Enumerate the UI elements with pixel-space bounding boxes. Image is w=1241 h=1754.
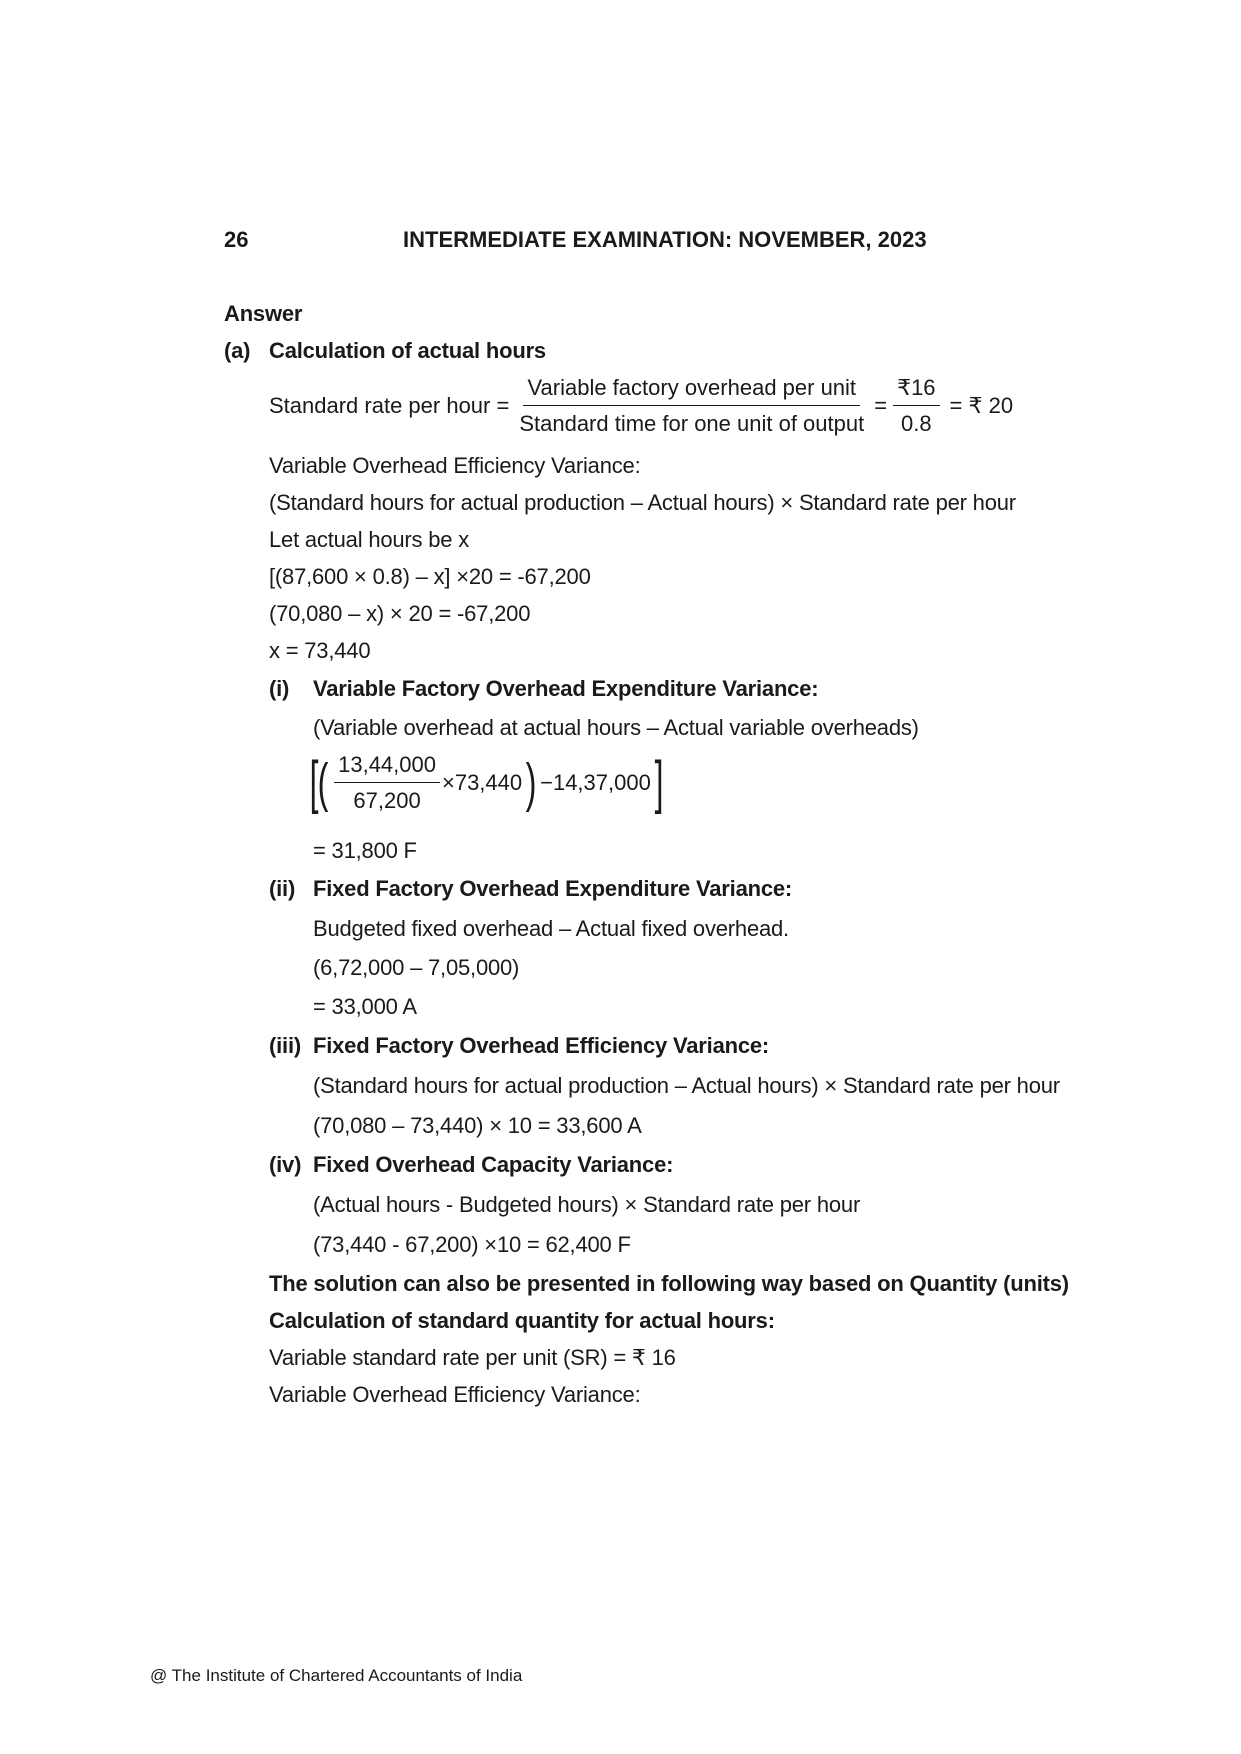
sub-i-title: Variable Factory Overhead Expenditure Variance: bbox=[313, 676, 819, 701]
std-rate-label: Standard rate per hour = bbox=[269, 393, 510, 418]
sub-ii-label: (ii) bbox=[269, 876, 296, 901]
text-line: Let actual hours be x bbox=[269, 527, 470, 552]
text-line: (70,080 – 73,440) × 10 = 33,600 A bbox=[313, 1113, 642, 1138]
rate-fraction-2 bbox=[893, 375, 939, 437]
sub-i-label: (i) bbox=[269, 676, 290, 701]
right-bracket: ] bbox=[654, 750, 664, 815]
page-number: 26 bbox=[224, 227, 249, 252]
sub-iii-title: Fixed Factory Overhead Efficiency Variance: bbox=[313, 1033, 770, 1058]
rate-result: = ₹ 20 bbox=[949, 393, 1014, 418]
alt-heading-2: Calculation of standard quantity for actual hours: bbox=[269, 1308, 775, 1333]
left-bracket: [ bbox=[309, 750, 319, 815]
expenditure-variance-expression bbox=[306, 752, 667, 814]
text-line: Budgeted fixed overhead – Actual fixed overhead. bbox=[313, 916, 789, 941]
fraction-denominator: 0.8 bbox=[901, 411, 932, 436]
answer-heading: Answer bbox=[224, 301, 303, 326]
left-paren: ( bbox=[317, 753, 329, 813]
page-header-title: INTERMEDIATE EXAMINATION: NOVEMBER, 2023 bbox=[403, 227, 927, 252]
standard-rate-equation bbox=[269, 375, 1013, 437]
text-line: (70,080 – x) × 20 = -67,200 bbox=[269, 601, 531, 626]
sub-i-formula: (Variable overhead at actual hours – Actual variable overheads) bbox=[313, 715, 919, 740]
text-line: [(87,600 × 0.8) – x] ×20 = -67,200 bbox=[269, 564, 591, 589]
text-line: = 33,000 A bbox=[313, 994, 417, 1019]
sub-iii-label: (iii) bbox=[269, 1033, 301, 1058]
text-line: (Standard hours for actual production – Actual hours) × Standard rate per hour bbox=[313, 1073, 1060, 1098]
sub-ii-title: Fixed Factory Overhead Expenditure Variance: bbox=[313, 876, 793, 901]
part-a-title: Calculation of actual hours bbox=[269, 338, 546, 363]
text-line: Variable Overhead Efficiency Variance: bbox=[269, 1382, 641, 1407]
rate-fraction-1 bbox=[515, 375, 868, 437]
text-line: (Standard hours for actual production – Actual hours) × Standard rate per hour bbox=[269, 490, 1016, 515]
text-line: (6,72,000 – 7,05,000) bbox=[313, 955, 520, 980]
alt-heading-1: The solution can also be presented in following way based on Quantity (units) bbox=[269, 1271, 1069, 1296]
sub-i-result: = 31,800 F bbox=[313, 838, 417, 863]
overhead-fraction bbox=[334, 752, 440, 814]
text-line: x = 73,440 bbox=[269, 638, 371, 663]
fraction-denominator: Standard time for one unit of output bbox=[519, 411, 865, 436]
times-hours: ×73,440 bbox=[441, 770, 523, 795]
fraction-numerator: ₹16 bbox=[893, 375, 939, 406]
minus-actual: −14,37,000 bbox=[540, 770, 651, 795]
sub-iv-label: (iv) bbox=[269, 1152, 302, 1177]
fraction-numerator: 13,44,000 bbox=[334, 752, 440, 783]
text-line: (73,440 - 67,200) ×10 = 62,400 F bbox=[313, 1232, 631, 1257]
equals-sign: = bbox=[874, 393, 888, 418]
part-a-label: (a) bbox=[224, 338, 251, 363]
footer-copyright: @ The Institute of Chartered Accountants of India bbox=[150, 1666, 523, 1685]
fraction-numerator: Variable factory overhead per unit bbox=[523, 375, 860, 406]
right-paren: ) bbox=[525, 753, 537, 813]
text-line: (Actual hours - Budgeted hours) × Standard rate per hour bbox=[313, 1192, 861, 1217]
text-line: Variable standard rate per unit (SR) = ₹ 16 bbox=[269, 1345, 676, 1370]
sub-iv-title: Fixed Overhead Capacity Variance: bbox=[313, 1152, 674, 1177]
fraction-denominator: 67,200 bbox=[353, 788, 421, 813]
text-line: Variable Overhead Efficiency Variance: bbox=[269, 453, 641, 478]
